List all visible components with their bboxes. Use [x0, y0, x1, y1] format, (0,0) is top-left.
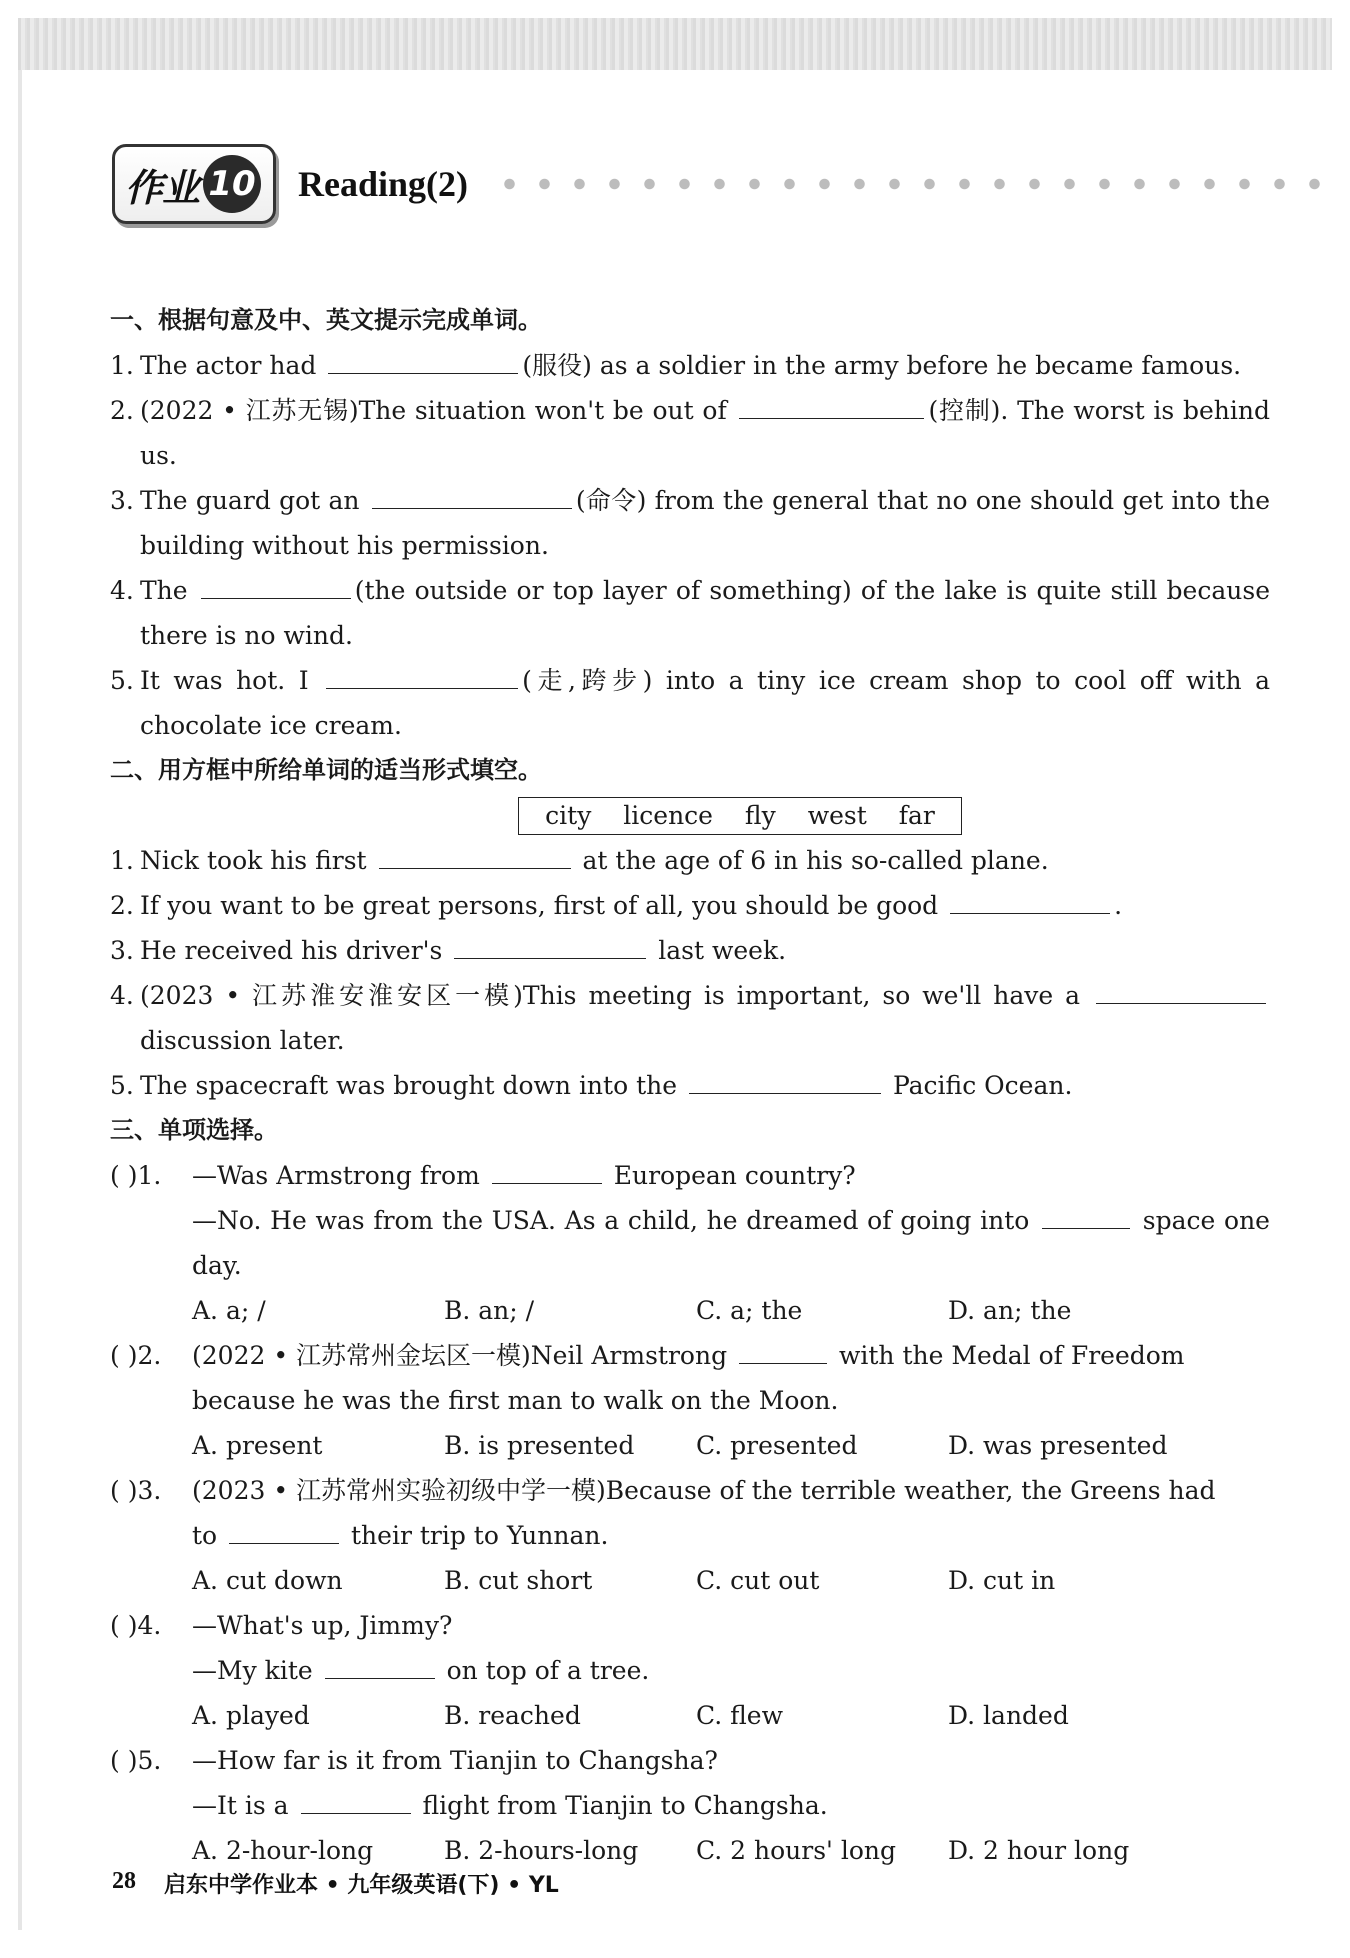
- mc-question-2: [110, 1333, 1270, 1468]
- question-text: .: [1114, 891, 1123, 920]
- assignment-header: [112, 144, 1322, 224]
- s1-question-1: [110, 343, 1270, 388]
- page-number: 28: [112, 1868, 136, 1894]
- worksheet-content: [110, 298, 1270, 1873]
- answer-parentheses[interactable]: ( ): [110, 1476, 138, 1505]
- question-text: —Was Armstrong from: [192, 1161, 480, 1190]
- s1-question-5: [110, 658, 1270, 748]
- hint-text: (服役): [522, 351, 592, 380]
- hint-text: (控制). The worst is behind us.: [140, 396, 1270, 470]
- section-1-heading: 一、根据句意及中、英文提示完成单词。: [110, 306, 542, 334]
- question-text: The spacecraft was brought down into the: [140, 1071, 678, 1100]
- answer-blank[interactable]: [328, 347, 518, 374]
- question-text: —My kite: [192, 1656, 313, 1685]
- choice-d[interactable]: D. was presented: [948, 1431, 1168, 1460]
- answer-blank[interactable]: [689, 1067, 881, 1094]
- question-text: to: [192, 1521, 218, 1550]
- question-text: last week.: [658, 936, 787, 965]
- question-text: The actor had: [140, 351, 317, 380]
- page-edge-scan: [18, 18, 1332, 70]
- choice-d[interactable]: D. cut in: [948, 1566, 1056, 1595]
- choice-row: [192, 1558, 1270, 1603]
- hint-text: (走,跨步): [522, 666, 653, 695]
- choice-a[interactable]: A. cut down: [192, 1566, 343, 1595]
- question-text: The: [140, 576, 188, 605]
- question-text: —No. He was from the USA. As a child, he dreamed of going into: [192, 1206, 1030, 1235]
- question-text: space one day.: [192, 1206, 1270, 1280]
- answer-parentheses[interactable]: ( ): [110, 1611, 138, 1640]
- question-number: 2.: [110, 396, 134, 425]
- question-text: (2022 • 江苏无锡)The situation won't be out of: [140, 396, 727, 425]
- word-option: fly: [744, 801, 776, 830]
- choice-row: [192, 1423, 1270, 1468]
- answer-blank[interactable]: [950, 887, 1110, 914]
- page-edge-left: [18, 70, 22, 1930]
- question-text: The guard got an: [140, 486, 360, 515]
- question-number: 3.: [137, 1476, 162, 1505]
- s2-question-1: [110, 838, 1270, 883]
- unit-title: Reading(2): [298, 164, 469, 204]
- choice-b[interactable]: B. cut short: [444, 1566, 593, 1595]
- answer-blank[interactable]: [201, 572, 351, 599]
- choice-c[interactable]: C. flew: [696, 1701, 783, 1730]
- question-text: into a tiny ice cream shop to cool off with a chocolate ice cream.: [140, 666, 1270, 740]
- choice-c[interactable]: C. 2 hours' long: [696, 1836, 896, 1865]
- answer-blank[interactable]: [492, 1157, 602, 1184]
- mc-question-3: [110, 1468, 1270, 1603]
- mc-question-5: [110, 1738, 1270, 1873]
- choice-b[interactable]: B. is presented: [444, 1431, 635, 1460]
- choice-a[interactable]: A. played: [192, 1701, 310, 1730]
- word-option: licence: [623, 801, 713, 830]
- choice-a[interactable]: A. present: [192, 1431, 323, 1460]
- question-text: at the age of 6 in his so-called plane.: [582, 846, 1049, 875]
- question-number: 1.: [110, 351, 134, 380]
- choice-a[interactable]: A. 2-hour-long: [192, 1836, 374, 1865]
- answer-blank[interactable]: [372, 482, 572, 509]
- assignment-badge: [112, 144, 276, 224]
- answer-blank[interactable]: [739, 392, 924, 419]
- question-text: because he was the first man to walk on the Moon.: [192, 1386, 839, 1415]
- book-title: 启东中学作业本 • 九年级英语(下) • YL: [164, 1873, 559, 1898]
- hint-text: (the outside or top layer of something): [354, 576, 852, 605]
- choice-c[interactable]: C. presented: [696, 1431, 858, 1460]
- word-option: city: [545, 801, 592, 830]
- question-text: —It is a: [192, 1791, 289, 1820]
- question-number: 4.: [110, 981, 134, 1010]
- question-text: It was hot. I: [140, 666, 309, 695]
- section-3-heading: 三、单项选择。: [110, 1116, 278, 1144]
- question-number: 5.: [137, 1746, 162, 1775]
- question-text: flight from Tianjin to Changsha.: [422, 1791, 828, 1820]
- dotted-rule: [492, 178, 1322, 190]
- choice-d[interactable]: D. 2 hour long: [948, 1836, 1130, 1865]
- mc-question-1: [110, 1153, 1270, 1333]
- answer-blank[interactable]: [325, 1652, 435, 1679]
- question-text: of the lake is quite still because there is no wind.: [140, 576, 1270, 650]
- question-number: 1.: [110, 846, 134, 875]
- answer-parentheses[interactable]: ( ): [110, 1746, 138, 1775]
- s1-question-4: [110, 568, 1270, 658]
- question-text: from the general that no one should get into the building without his permission.: [140, 486, 1270, 560]
- question-text: (2023 • 江苏常州实验初级中学一模)Because of the terrible weather, the Greens had: [192, 1476, 1216, 1505]
- question-text: (2023 • 江苏淮安淮安区一模)This meeting is important, so we'll have a: [140, 981, 1081, 1010]
- choice-row: [192, 1828, 1270, 1873]
- question-number: 5.: [110, 666, 134, 695]
- answer-blank[interactable]: [379, 842, 571, 869]
- answer-blank[interactable]: [326, 662, 518, 689]
- question-number: 5.: [110, 1071, 134, 1100]
- question-text: on top of a tree.: [446, 1656, 650, 1685]
- question-number: 2.: [137, 1341, 162, 1370]
- choice-b[interactable]: B. reached: [444, 1701, 581, 1730]
- s1-question-3: [110, 478, 1270, 568]
- question-text: with the Medal of Freedom: [838, 1341, 1185, 1370]
- question-number: 2.: [110, 891, 134, 920]
- answer-blank[interactable]: [1042, 1202, 1130, 1229]
- question-number: 1.: [137, 1161, 162, 1190]
- mc-question-4: [110, 1603, 1270, 1738]
- question-text: discussion later.: [140, 1026, 345, 1055]
- section-2-heading: 二、用方框中所给单词的适当形式填空。: [110, 756, 542, 784]
- choice-c[interactable]: C. a; the: [696, 1296, 803, 1325]
- question-number: 3.: [110, 936, 134, 965]
- question-number: 4.: [110, 576, 134, 605]
- question-text: Nick took his first: [140, 846, 367, 875]
- question-text: If you want to be great persons, first of all, you should be good: [140, 891, 939, 920]
- answer-parentheses[interactable]: ( ): [110, 1341, 138, 1370]
- question-text: as a soldier in the army before he became famous.: [599, 351, 1242, 380]
- choice-b[interactable]: B. 2-hours-long: [444, 1836, 639, 1865]
- badge-number: 10: [203, 155, 261, 213]
- choice-row: [192, 1288, 1270, 1333]
- answer-blank[interactable]: [739, 1337, 827, 1364]
- choice-c[interactable]: C. cut out: [696, 1566, 820, 1595]
- answer-blank[interactable]: [1096, 977, 1266, 1004]
- choice-d[interactable]: D. an; the: [948, 1296, 1072, 1325]
- word-box: [518, 797, 962, 835]
- question-text: —What's up, Jimmy?: [192, 1611, 453, 1640]
- page-footer: [112, 1868, 559, 1899]
- choice-a[interactable]: A. a; /: [192, 1296, 266, 1325]
- s1-question-2: [110, 388, 1270, 478]
- question-text: their trip to Yunnan.: [351, 1521, 609, 1550]
- choice-row: [192, 1693, 1270, 1738]
- answer-blank[interactable]: [301, 1787, 411, 1814]
- question-text: Pacific Ocean.: [892, 1071, 1073, 1100]
- question-text: —How far is it from Tianjin to Changsha?: [192, 1746, 718, 1775]
- choice-b[interactable]: B. an; /: [444, 1296, 535, 1325]
- s2-question-2: [110, 883, 1270, 928]
- hint-text: (命令): [575, 486, 647, 515]
- question-text: (2022 • 江苏常州金坛区一模)Neil Armstrong: [192, 1341, 728, 1370]
- answer-parentheses[interactable]: ( ): [110, 1161, 138, 1190]
- badge-word: 作业: [125, 165, 200, 210]
- word-option: far: [898, 801, 935, 830]
- question-number: 4.: [137, 1611, 162, 1640]
- question-text: He received his driver's: [140, 936, 443, 965]
- word-box-row: [110, 793, 1270, 838]
- s2-question-5: [110, 1063, 1270, 1108]
- answer-blank[interactable]: [454, 932, 646, 959]
- question-text: European country?: [613, 1161, 856, 1190]
- answer-blank[interactable]: [229, 1517, 339, 1544]
- word-option: west: [807, 801, 867, 830]
- question-number: 3.: [110, 486, 134, 515]
- choice-d[interactable]: D. landed: [948, 1701, 1069, 1730]
- s2-question-4: [110, 973, 1270, 1063]
- s2-question-3: [110, 928, 1270, 973]
